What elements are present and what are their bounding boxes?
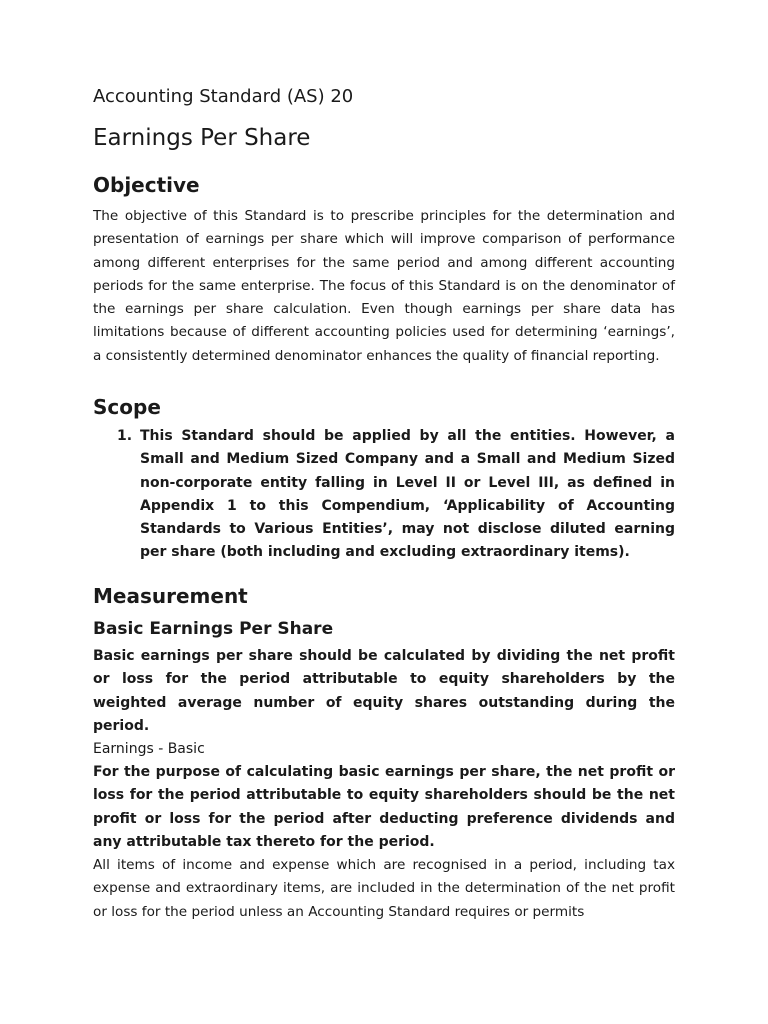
basic-eps-paragraph: Basic earnings per share should be calculated by dividing the net profit or loss for the period attributable to equity shareholders by the weighted average number of equity shares outstanding during the period. (93, 648, 675, 734)
document-title: Earnings Per Share (93, 125, 311, 151)
scope-heading: Scope (93, 395, 161, 419)
earnings-basic-heading: Earnings - Basic (93, 741, 205, 757)
scope-item-text: This Standard should be applied by all the entities. However, a Small and Medium Sized Company and a Small and Medium Sized non-corporate entity falling in Level II or Level III, as defined in Appendix 1 to this Compendium, ‘Applicability of Accounting Standards to Various Entities’, may not disclose diluted earning per share (both including and excluding extraordinary items). (140, 428, 675, 561)
standard-title: Accounting Standard (AS) 20 (93, 86, 354, 107)
objective-paragraph: The objective of this Standard is to prescribe principles for the determination and presentation of earnings per share which will improve comparison of performance among different enterprises for the same period and among different accounting periods for the same enterprise. The focus of this Standard is on the denominator of the earnings per share calculation. Even though earnings per share data has limitations because of different accounting policies used for determining ‘earnings’, a consistently determined denominator enhances the quality of financial reporting. (93, 208, 675, 364)
income-expense-paragraph: All items of income and expense which are recognised in a period, including tax expense and extraordinary items, are included in the determination of the net profit or loss for the period unless an Accounting Standard requires or permits (93, 857, 675, 920)
earnings-basic-paragraph: For the purpose of calculating basic earnings per share, the net profit or loss for the period attributable to equity shareholders should be the net profit or loss for the period after deducting preference dividends and any attributable tax thereto for the period. (93, 764, 675, 850)
objective-heading: Objective (93, 173, 200, 197)
measurement-heading: Measurement (93, 584, 248, 608)
scope-item-number: 1. (117, 428, 133, 444)
basic-eps-heading: Basic Earnings Per Share (93, 619, 334, 639)
